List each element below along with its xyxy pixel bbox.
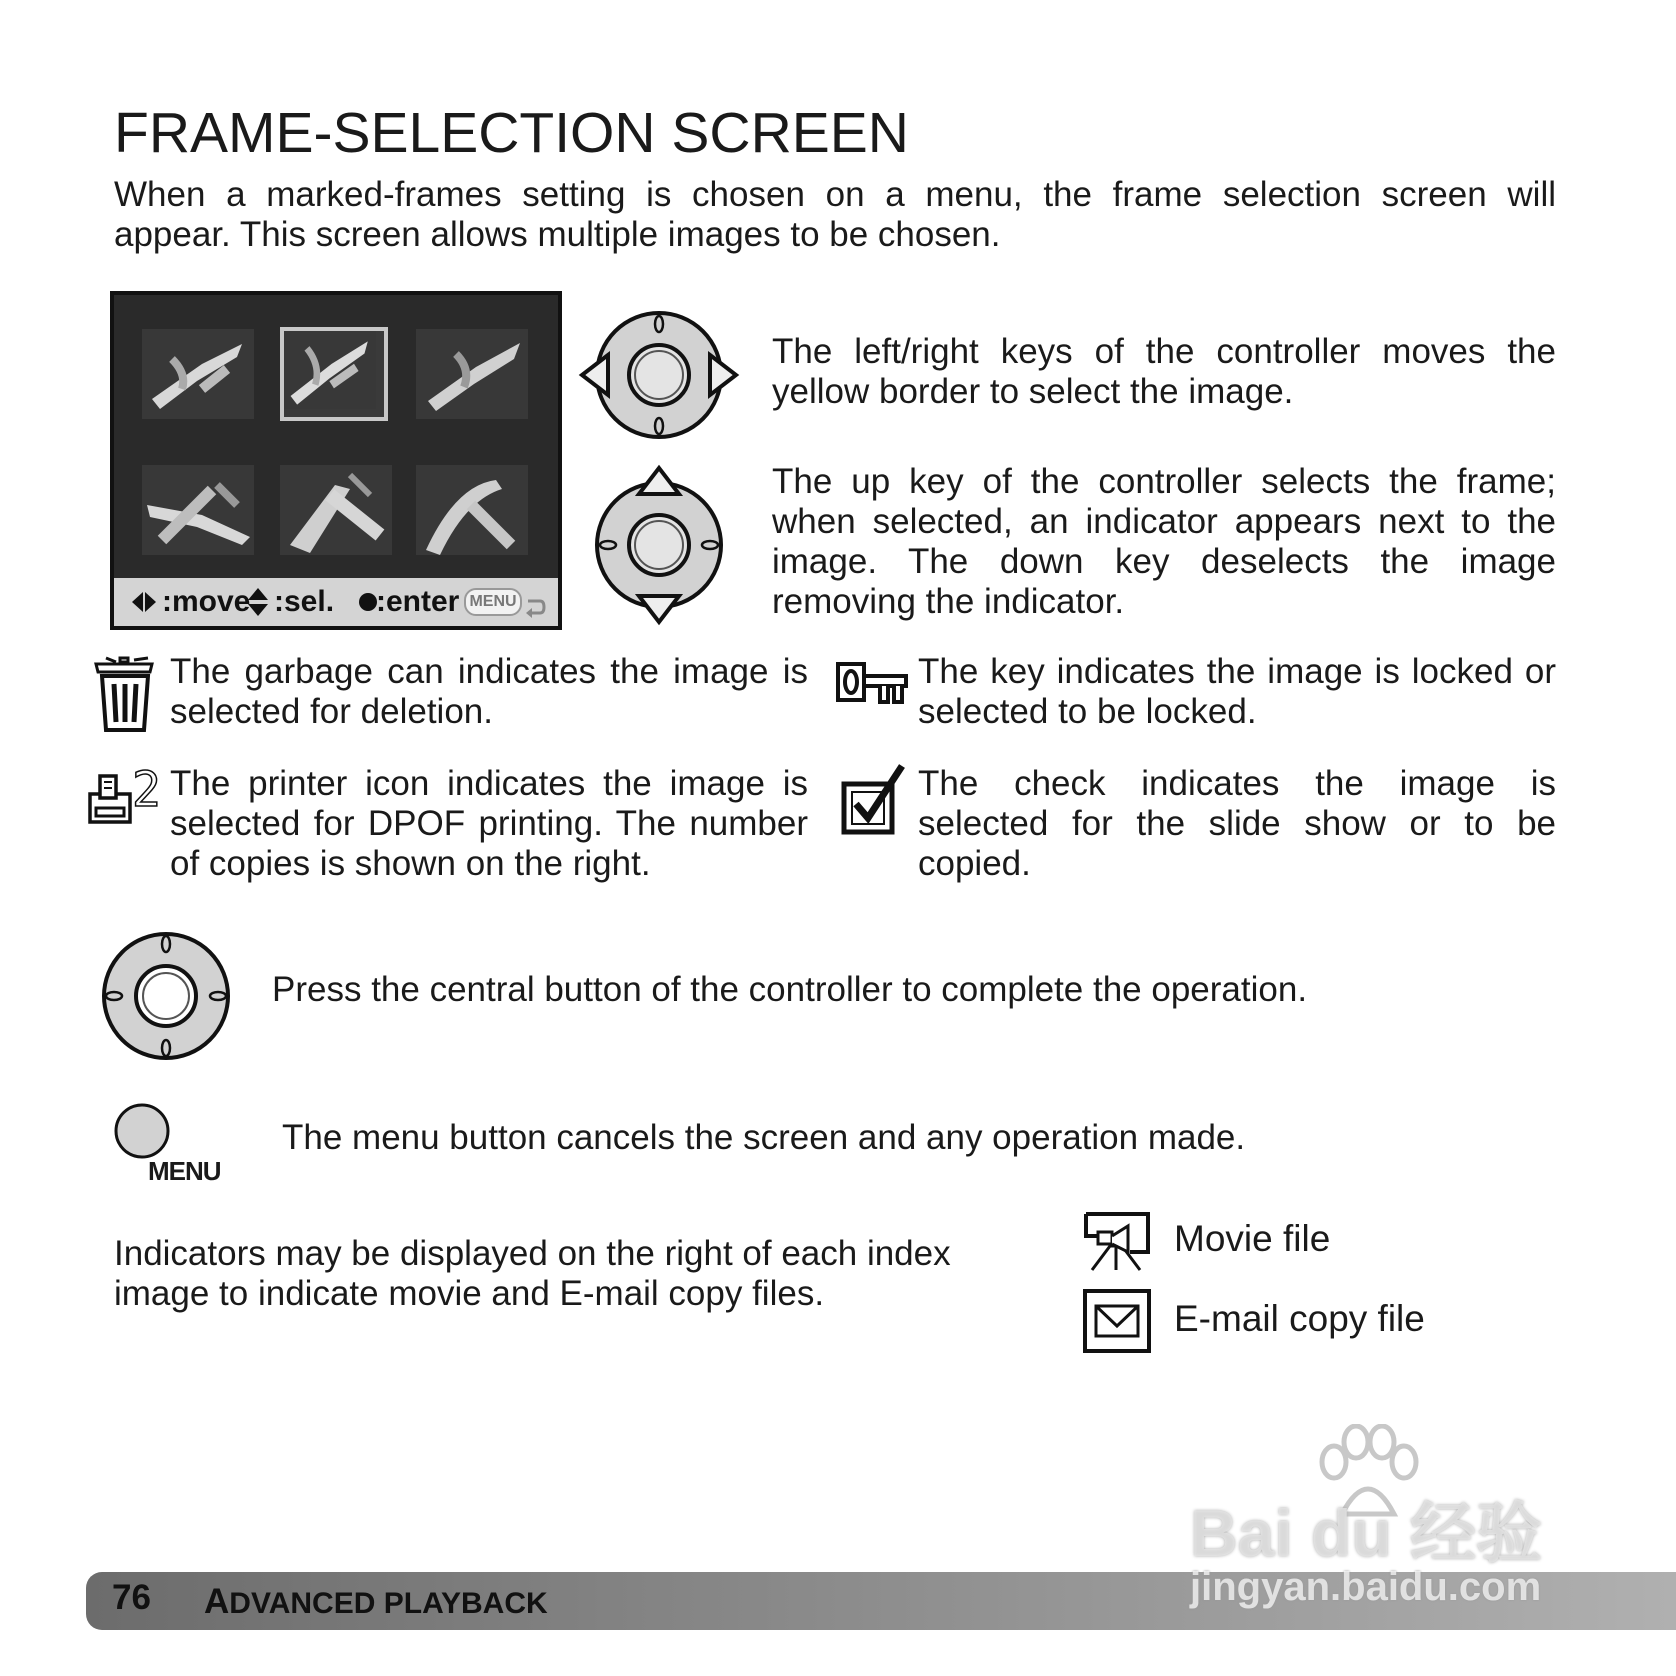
movie-file-label: Movie file bbox=[1174, 1218, 1331, 1259]
thumbnail-image bbox=[416, 329, 528, 419]
key-icon bbox=[834, 656, 910, 713]
movie-file-icon bbox=[1082, 1210, 1152, 1279]
file-indicators-note: Indicators may be displayed on the right of each index image to indicate movie and E-mail copy files. bbox=[114, 1234, 951, 1313]
section-name-initial: A bbox=[204, 1582, 230, 1621]
section-name bbox=[204, 1582, 548, 1622]
garbage-description: The garbage can indicates the image is selected for deletion. bbox=[170, 652, 808, 731]
printer-copies: 2 bbox=[132, 762, 161, 818]
check-icon bbox=[840, 760, 910, 845]
controller-center-icon bbox=[100, 930, 232, 1067]
lcd-status-bar bbox=[114, 578, 558, 626]
menu-button-label: MENU bbox=[148, 1156, 221, 1186]
sel-label: :sel. bbox=[274, 585, 335, 618]
garbage-can-icon bbox=[92, 654, 158, 739]
enter-label: :enter bbox=[376, 585, 460, 618]
menu-pill: MENU bbox=[464, 588, 522, 616]
controller-left-right-icon bbox=[578, 310, 740, 445]
intro-paragraph bbox=[114, 175, 1556, 255]
up-down-arrows-icon bbox=[246, 578, 270, 630]
thumbnail-image bbox=[142, 329, 254, 419]
key-description: The key indicates the image is locked or selected to be locked. bbox=[918, 652, 1556, 731]
check-description: The check indicates the image is selected for the slide show or to be copied. bbox=[918, 764, 1556, 883]
email-file-label: E-mail copy file bbox=[1174, 1298, 1425, 1339]
watermark-logo: Bai du 经验 bbox=[1190, 1496, 1543, 1570]
move-label: :move bbox=[162, 585, 251, 618]
page-number: 76 bbox=[112, 1578, 151, 1617]
intro-line-1: When a marked-frames setting is chosen on a menu, the frame selection screen will bbox=[114, 175, 1556, 214]
printer-description: The printer icon indicates the image is selected for DPOF printing. The number of copies is shown on the right. bbox=[170, 764, 808, 883]
left-right-arrows-icon bbox=[130, 578, 158, 630]
controller-up-down-icon bbox=[594, 464, 724, 631]
menu-button-description: The menu button cancels the screen and any operation made. bbox=[282, 1118, 1246, 1157]
left-right-description: The left/right keys of the controller moves the yellow border to select the image. bbox=[772, 332, 1556, 411]
center-button-description: Press the central button of the controller to complete the operation. bbox=[272, 970, 1308, 1009]
thumbnail-image-selected bbox=[280, 327, 388, 421]
watermark-url: jingyan.baidu.com bbox=[1190, 1565, 1542, 1609]
enter-dot-icon bbox=[358, 578, 378, 630]
lcd-frame-selection-screen bbox=[110, 291, 562, 630]
email-file-icon bbox=[1082, 1288, 1152, 1359]
thumbnail-image bbox=[142, 465, 254, 555]
return-icon bbox=[524, 588, 546, 630]
page-title: FRAME-SELECTION SCREEN bbox=[114, 101, 909, 165]
thumbnail-image bbox=[280, 465, 392, 555]
intro-line-2: appear. This screen allows multiple images to be chosen. bbox=[114, 215, 1001, 254]
up-down-description: The up key of the controller selects the frame; when selected, an indicator appears next to the image. The down key deselects the image removing the indicator. bbox=[772, 462, 1556, 621]
section-name-rest: DVANCED PLAYBACK bbox=[229, 1587, 548, 1620]
thumbnail-image bbox=[416, 465, 528, 555]
